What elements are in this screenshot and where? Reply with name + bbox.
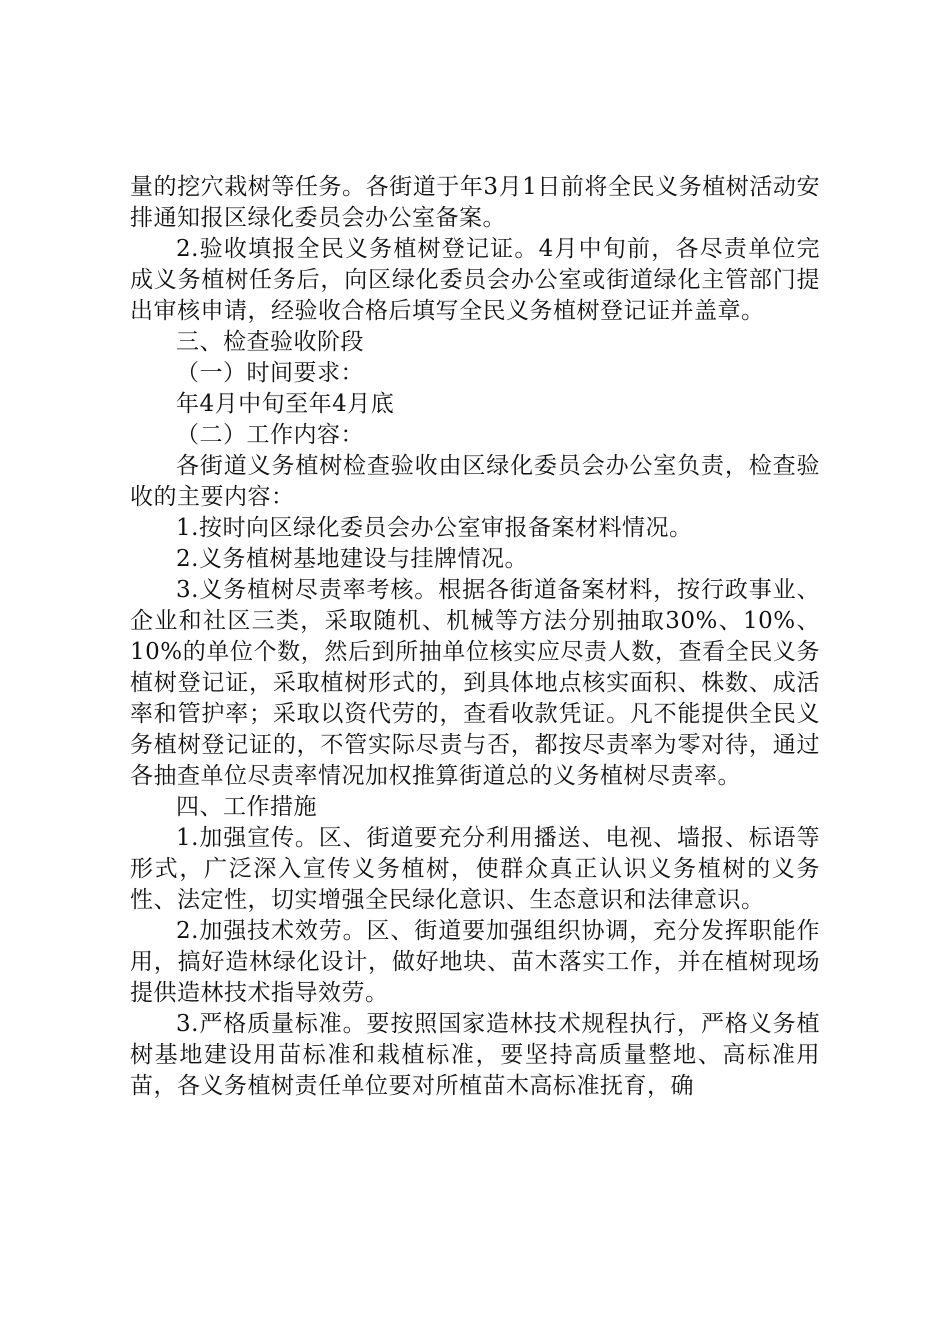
list-item-quality-standard: 3.严格质量标准。要按照国家造林技术规程执行，严格义务植树基地建设用苗标准和栽植标准，要坚持高质量整地、高标准用苗，各义务植树责任单位要对所植苗木高标准抚育，确 xyxy=(130,1011,820,1099)
paragraph-continuation: 量的挖穴栽树等任务。各街道于年3月1日前将全民义务植树活动安排通知报区绿化委员会办公室备案。 xyxy=(130,174,820,231)
list-item-base-construction: 2.义务植树基地建设与挂牌情况。 xyxy=(176,546,528,572)
heading-inspection-stage: 三、检查验收阶段 xyxy=(176,329,364,355)
heading-work-measures: 四、工作措施 xyxy=(176,794,317,820)
document-body xyxy=(130,172,820,1102)
list-item-responsibility-rate: 3.义务植树尽责率考核。根据各街道备案材料，按行政事业、企业和社区三类，采取随机、机械等方法分别抽取30%、10%、10%的单位个数，然后到所抽单位核实应尽责人数，查看全民义务植树登记证，采取植树形式的，到具体地点核实面积、株数、成活率和管护率；采取以资代劳的，查看收款凭证。凡不能提供全民义务植树登记证的，不管实际尽责与否，都按尽责率为零对待，通过各抽查单位尽责率情况加权推算街道总的义务植树尽责率。 xyxy=(130,577,820,789)
subheading-work-content: （二）工作内容： xyxy=(176,422,364,448)
list-item-filing-materials: 1.按时向区绿化委员会办公室审报备案材料情况。 xyxy=(176,515,693,541)
list-item-publicity: 1.加强宣传。区、街道要充分利用播送、电视、墙报、标语等形式，广泛深入宣传义务植树，使群众真正认识义务植树的义务性、法定性，切实增强全民绿化意识、生态意识和法律意识。 xyxy=(130,825,820,913)
subheading-time-requirement: （一）时间要求： xyxy=(176,360,364,386)
paragraph-inspection-intro: 各街道义务植树检查验收由区绿化委员会办公室负责，检查验收的主要内容： xyxy=(130,453,820,510)
paragraph-verify-registration: 2.验收填报全民义务植树登记证。4月中旬前，各尽责单位完成义务植树任务后，向区绿化委员会办公室或街道绿化主管部门提出审核申请，经验收合格后填写全民义务植树登记证并盖章。 xyxy=(130,236,820,324)
paragraph-time-range: 年4月中旬至年4月底 xyxy=(176,391,395,417)
list-item-technical-service: 2.加强技术效劳。区、街道要加强组织协调，充分发挥职能作用，搞好造林绿化设计，做好地块、苗木落实工作，并在植树现场提供造林技术指导效劳。 xyxy=(130,918,820,1006)
